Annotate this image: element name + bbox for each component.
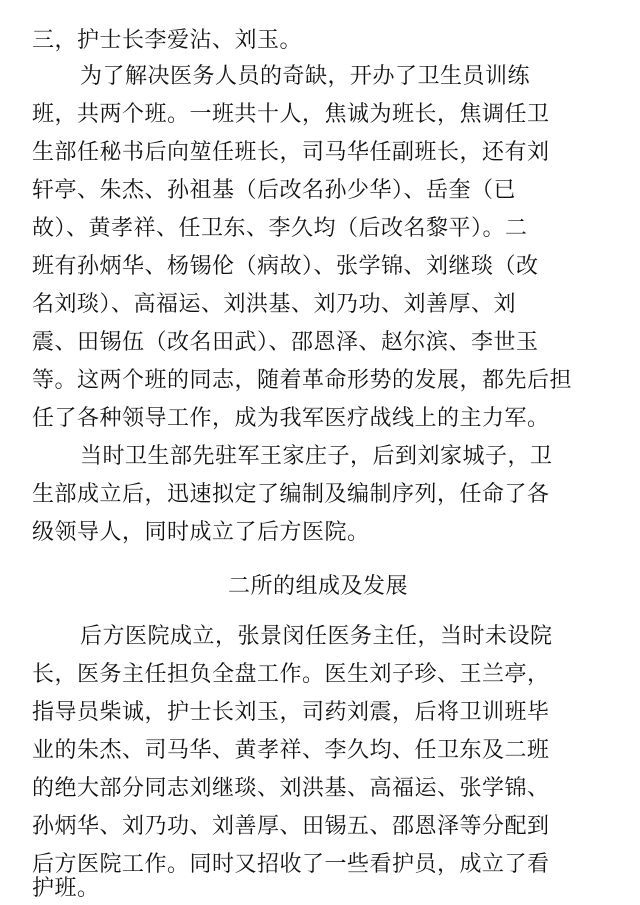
para1-line-1: 为了解决医务人员的奇缺，开办了卫生员训练 xyxy=(80,64,531,89)
para3-line-6: 孙炳华、刘乃功、刘善厚、田锡五、邵恩泽等分配到 xyxy=(32,814,550,839)
para1-line-10: 任了各种领导工作，成为我军医疗战线上的主力军。 xyxy=(32,406,550,431)
para2-line-3: 级领导人，同时成立了后方医院。 xyxy=(32,520,370,545)
para3-line-2: 长，医务主任担负全盘工作。医生刘子珍、王兰亭， xyxy=(32,662,550,687)
para3-line-1: 后方医院成立，张景闵任医务主任，当时未设院 xyxy=(80,624,553,649)
para3-line-8: 护班。 xyxy=(32,876,100,901)
para1-line-6: 班有孙炳华、杨锡伦（病故）、张学锦、刘继琰（改 xyxy=(32,254,539,279)
para3-line-7: 后方医院工作。同时又招收了一些看护员，成立了看 xyxy=(32,852,550,877)
para3-line-3: 指导员柴诚，护士长刘玉，司药刘震，后将卫训班毕 xyxy=(32,700,550,725)
para2-line-1: 当时卫生部先驻军王家庄子，后到刘家城子，卫 xyxy=(80,444,553,469)
para1-line-9: 等。这两个班的同志，随着革命形势的发展，都先后担 xyxy=(32,368,573,393)
para1-line-3: 生部任秘书后向堃任班长，司马华任副班长，还有刘 xyxy=(32,140,550,165)
para3-line-5: 的绝大部分同志刘继琰、刘洪基、高福运、张学锦、 xyxy=(32,776,550,801)
para1-line-8: 震、田锡伍（改名田武）、邵恩泽、赵尔滨、李世玉 xyxy=(32,330,539,355)
para3-line-4: 业的朱杰、司马华、黄孝祥、李久均、任卫东及二班 xyxy=(32,738,550,763)
para2-line-2: 生部成立后，迅速拟定了编制及编制序列，任命了各 xyxy=(32,482,550,507)
para1-line-4: 轩亭、朱杰、孙祖基（后改名孙少华）、岳奎（已 xyxy=(32,178,517,203)
para1-line-7: 名刘琰）、高福运、刘洪基、刘乃功、刘善厚、刘 xyxy=(32,292,517,317)
heading-line: 三，护士长李爱沾、刘玉。 xyxy=(32,28,303,53)
para1-line-2: 班，共两个班。一班共十人，焦诚为班长，焦调任卫 xyxy=(32,102,550,127)
section-title: 二所的组成及发展 xyxy=(228,574,409,599)
para1-line-5: 故）、黄孝祥、任卫东、李久均（后改名黎平）。二 xyxy=(32,216,528,241)
